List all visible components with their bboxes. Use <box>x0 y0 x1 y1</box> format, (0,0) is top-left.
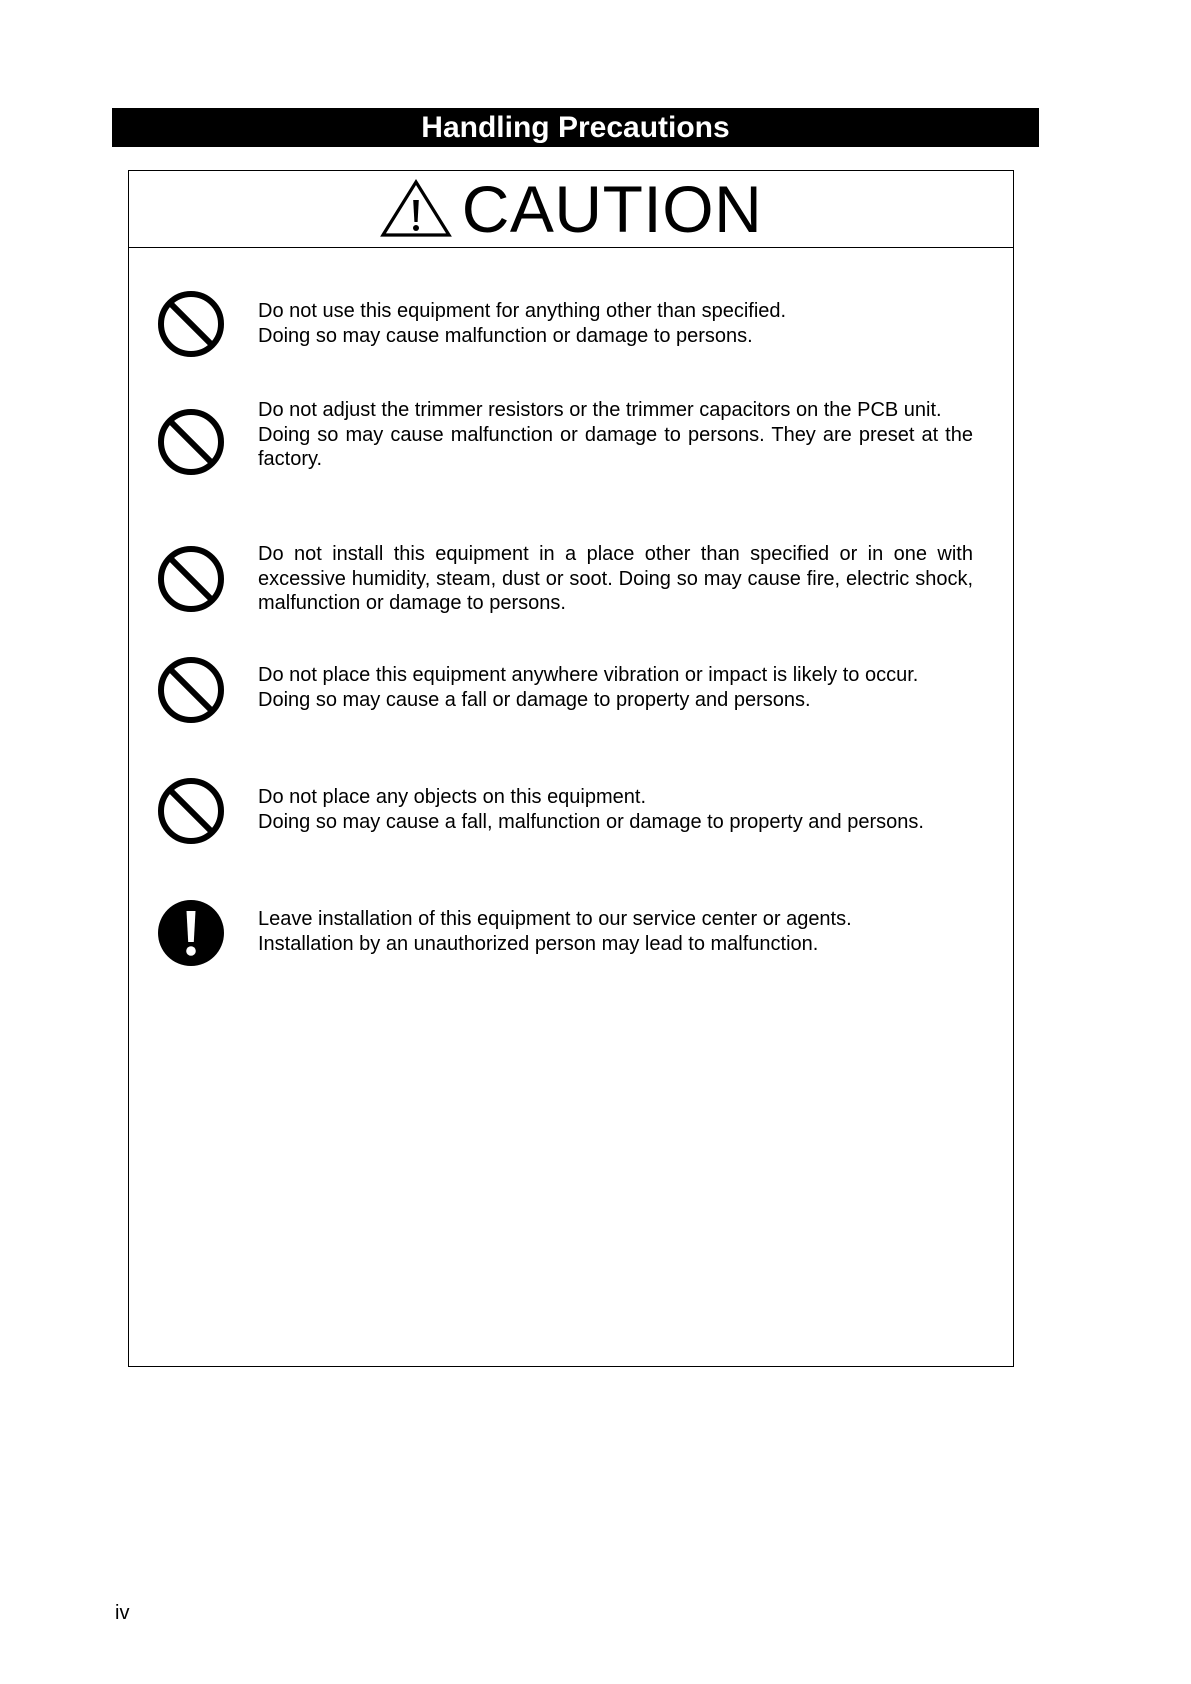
page-number: iv <box>115 1602 130 1624</box>
caution-line: Doing so may cause malfunction or damage to persons. They are preset at the factory. <box>258 423 973 470</box>
caution-item-text <box>258 542 973 616</box>
caution-item-text <box>258 663 973 712</box>
caution-line: Doing so may cause a fall, malfunction or damage to property and persons. <box>258 810 924 833</box>
section-title-banner <box>112 108 1039 147</box>
caution-line: Leave installation of this equipment to our service center or agents. <box>258 908 852 930</box>
mandatory-exclamation-icon <box>156 898 226 968</box>
prohibition-icon <box>156 289 226 359</box>
caution-line: Doing so may cause a fall or damage to property and persons. <box>258 688 811 711</box>
caution-heading: CAUTION <box>461 172 763 246</box>
section-title: Handling Precautions <box>421 111 730 144</box>
caution-line: Do not install this equipment in a place other than specified or in one with excessive humidity, steam, dust or soot. Doing so may cause fire, electric shock, malfunction or damage to persons. <box>258 543 973 614</box>
caution-line: Doing so may cause malfunction or damage to persons. <box>258 324 753 347</box>
caution-header <box>129 171 1013 248</box>
caution-line: Do not adjust the trimmer resistors or the trimmer capacitors on the PCB unit. <box>258 399 942 421</box>
prohibition-icon <box>156 407 226 477</box>
prohibition-icon <box>156 544 226 614</box>
caution-item-text <box>258 299 973 348</box>
caution-item-text <box>258 785 973 834</box>
prohibition-icon <box>156 655 226 725</box>
caution-item-text <box>258 907 973 956</box>
warning-triangle-icon <box>380 178 452 238</box>
caution-line: Do not use this equipment for anything other than specified. <box>258 300 787 322</box>
caution-line: Do not place any objects on this equipment. <box>258 786 647 808</box>
caution-panel <box>128 170 1014 1367</box>
prohibition-icon <box>156 776 226 846</box>
caution-line: Do not place this equipment anywhere vibration or impact is likely to occur. <box>258 664 919 686</box>
caution-line: Installation by an unauthorized person may lead to malfunction. <box>258 932 819 955</box>
caution-item-text <box>258 398 973 472</box>
